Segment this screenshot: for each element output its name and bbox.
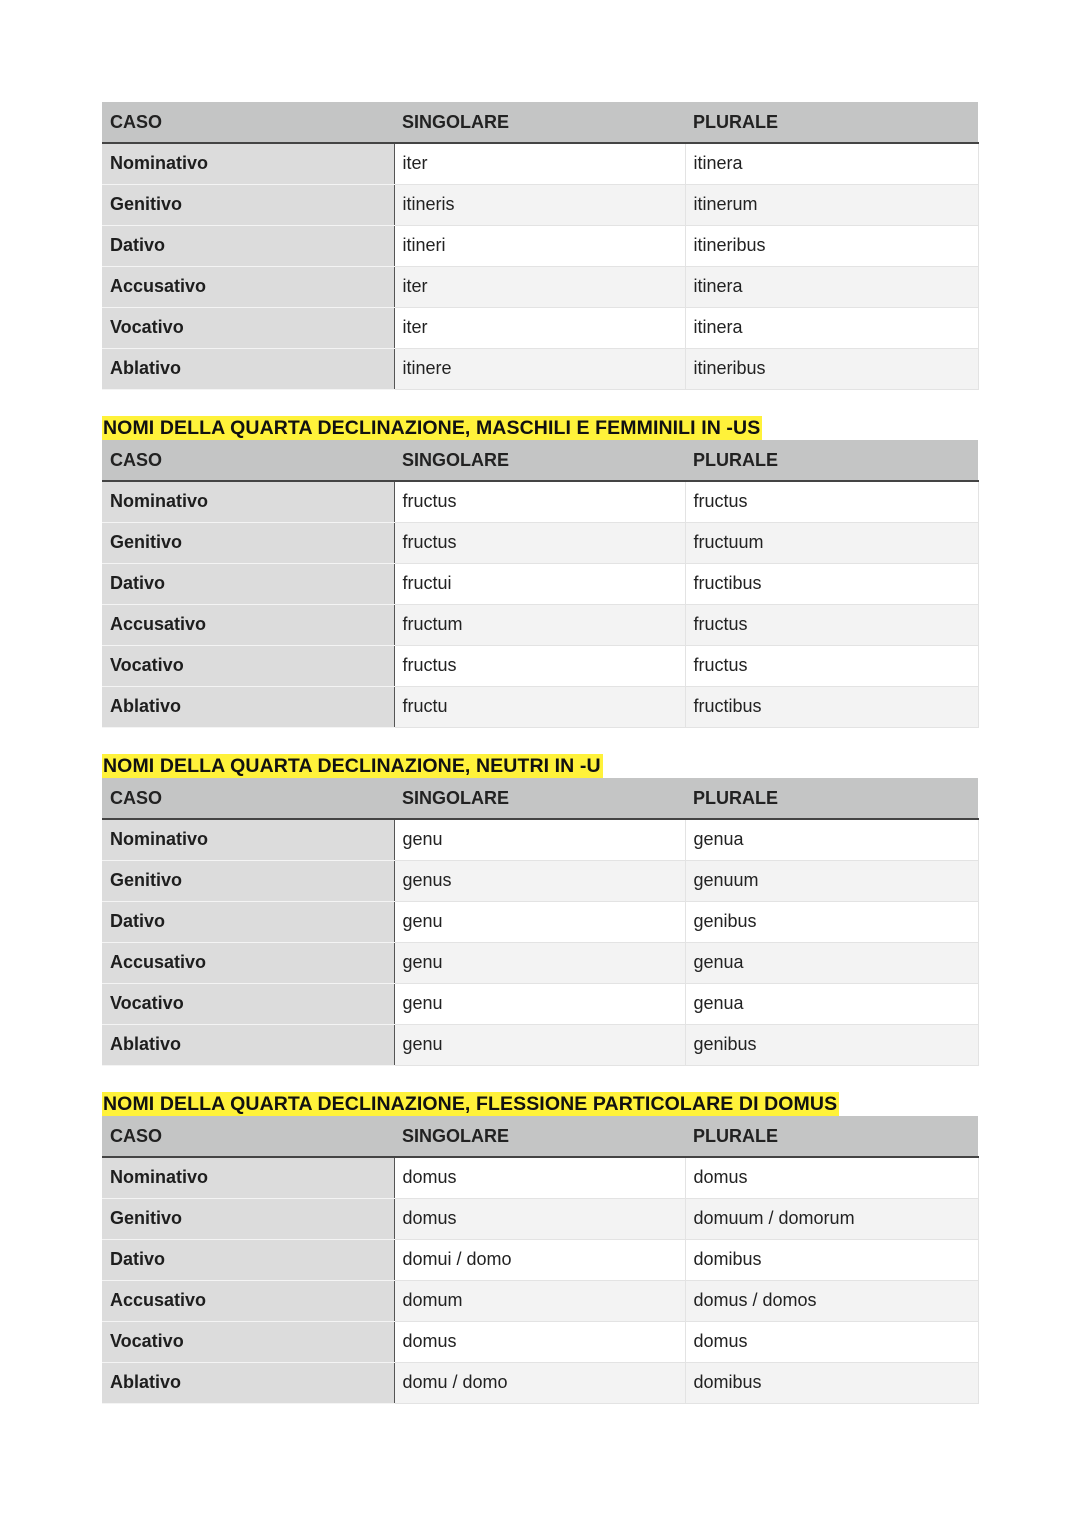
table-row	[102, 563, 978, 604]
singular-cell: fructus	[394, 481, 685, 522]
plural-cell: fructuum	[685, 522, 978, 563]
table-row	[102, 1198, 978, 1239]
plural-cell: genibus	[685, 901, 978, 942]
plural-cell: genua	[685, 819, 978, 860]
table-row	[102, 604, 978, 645]
case-cell: Ablativo	[102, 348, 394, 389]
table-row	[102, 1362, 978, 1403]
singular-cell: fructus	[394, 522, 685, 563]
declension-table-iter	[102, 102, 978, 390]
singular-cell: genu	[394, 901, 685, 942]
singular-cell: domum	[394, 1280, 685, 1321]
declension-table	[102, 778, 979, 1066]
case-cell: Dativo	[102, 901, 394, 942]
plural-cell: fructibus	[685, 686, 978, 727]
table-row	[102, 522, 978, 563]
plural-cell: genua	[685, 983, 978, 1024]
header-singolare: SINGOLARE	[394, 1116, 685, 1157]
case-cell: Dativo	[102, 563, 394, 604]
declension-section-u	[102, 754, 978, 1066]
table-row	[102, 1024, 978, 1065]
case-cell: Genitivo	[102, 184, 394, 225]
case-cell: Nominativo	[102, 481, 394, 522]
table-row	[102, 819, 978, 860]
case-cell: Accusativo	[102, 604, 394, 645]
case-cell: Accusativo	[102, 942, 394, 983]
singular-cell: genu	[394, 819, 685, 860]
declension-table	[102, 1116, 979, 1404]
singular-cell: fructus	[394, 645, 685, 686]
header-plurale: PLURALE	[685, 778, 978, 819]
table-row	[102, 143, 978, 184]
case-cell: Ablativo	[102, 1024, 394, 1065]
plural-cell: fructus	[685, 481, 978, 522]
plural-cell: domibus	[685, 1239, 978, 1280]
declension-section-domus	[102, 1092, 978, 1404]
header-plurale: PLURALE	[685, 102, 978, 143]
case-cell: Nominativo	[102, 143, 394, 184]
singular-cell: genu	[394, 983, 685, 1024]
header-caso: CASO	[102, 1116, 394, 1157]
plural-cell: fructus	[685, 604, 978, 645]
table-header-row	[102, 102, 978, 143]
singular-cell: domus	[394, 1198, 685, 1239]
singular-cell: fructum	[394, 604, 685, 645]
plural-cell: domibus	[685, 1362, 978, 1403]
plural-cell: domuum / domorum	[685, 1198, 978, 1239]
plural-cell: domus	[685, 1157, 978, 1198]
plural-cell: itineribus	[685, 348, 978, 389]
table-row	[102, 942, 978, 983]
plural-cell: fructus	[685, 645, 978, 686]
header-caso: CASO	[102, 440, 394, 481]
plural-cell: domus	[685, 1321, 978, 1362]
header-singolare: SINGOLARE	[394, 440, 685, 481]
table-row	[102, 983, 978, 1024]
section-title: NOMI DELLA QUARTA DECLINAZIONE, MASCHILI E FEMMINILI IN -US	[103, 417, 761, 439]
singular-cell: itinere	[394, 348, 685, 389]
table-row	[102, 1239, 978, 1280]
declension-table	[102, 102, 979, 390]
case-cell: Accusativo	[102, 266, 394, 307]
plural-cell: genibus	[685, 1024, 978, 1065]
singular-cell: domui / domo	[394, 1239, 685, 1280]
singular-cell: domus	[394, 1157, 685, 1198]
case-cell: Genitivo	[102, 1198, 394, 1239]
plural-cell: genuum	[685, 860, 978, 901]
case-cell: Genitivo	[102, 522, 394, 563]
section-title: NOMI DELLA QUARTA DECLINAZIONE, FLESSIONE PARTICOLARE DI DOMUS	[103, 1093, 838, 1115]
table-row	[102, 184, 978, 225]
header-plurale: PLURALE	[685, 440, 978, 481]
case-cell: Vocativo	[102, 307, 394, 348]
singular-cell: domus	[394, 1321, 685, 1362]
section-title: NOMI DELLA QUARTA DECLINAZIONE, NEUTRI IN -U	[103, 755, 601, 777]
table-row	[102, 266, 978, 307]
singular-cell: domu / domo	[394, 1362, 685, 1403]
case-cell: Vocativo	[102, 1321, 394, 1362]
plural-cell: itinerum	[685, 184, 978, 225]
case-cell: Vocativo	[102, 983, 394, 1024]
plural-cell: genua	[685, 942, 978, 983]
table-header-row	[102, 1116, 978, 1157]
table-header-row	[102, 778, 978, 819]
case-cell: Ablativo	[102, 686, 394, 727]
table-row	[102, 860, 978, 901]
table-header-row	[102, 440, 978, 481]
singular-cell: genus	[394, 860, 685, 901]
table-row	[102, 901, 978, 942]
declension-table	[102, 440, 979, 728]
singular-cell: fructui	[394, 563, 685, 604]
header-singolare: SINGOLARE	[394, 778, 685, 819]
case-cell: Accusativo	[102, 1280, 394, 1321]
singular-cell: genu	[394, 942, 685, 983]
table-row	[102, 225, 978, 266]
plural-cell: itinera	[685, 143, 978, 184]
header-caso: CASO	[102, 778, 394, 819]
table-row	[102, 645, 978, 686]
table-row	[102, 348, 978, 389]
table-row	[102, 1321, 978, 1362]
case-cell: Dativo	[102, 225, 394, 266]
header-caso: CASO	[102, 102, 394, 143]
table-row	[102, 481, 978, 522]
plural-cell: fructibus	[685, 563, 978, 604]
case-cell: Genitivo	[102, 860, 394, 901]
plural-cell: itinera	[685, 307, 978, 348]
table-row	[102, 686, 978, 727]
plural-cell: domus / domos	[685, 1280, 978, 1321]
table-row	[102, 1280, 978, 1321]
case-cell: Nominativo	[102, 819, 394, 860]
case-cell: Nominativo	[102, 1157, 394, 1198]
plural-cell: itineribus	[685, 225, 978, 266]
header-plurale: PLURALE	[685, 1116, 978, 1157]
singular-cell: iter	[394, 143, 685, 184]
singular-cell: iter	[394, 266, 685, 307]
singular-cell: itineri	[394, 225, 685, 266]
table-row	[102, 1157, 978, 1198]
case-cell: Vocativo	[102, 645, 394, 686]
header-singolare: SINGOLARE	[394, 102, 685, 143]
singular-cell: itineris	[394, 184, 685, 225]
case-cell: Dativo	[102, 1239, 394, 1280]
plural-cell: itinera	[685, 266, 978, 307]
case-cell: Ablativo	[102, 1362, 394, 1403]
singular-cell: iter	[394, 307, 685, 348]
table-row	[102, 307, 978, 348]
singular-cell: genu	[394, 1024, 685, 1065]
singular-cell: fructu	[394, 686, 685, 727]
declension-section-us	[102, 416, 978, 728]
